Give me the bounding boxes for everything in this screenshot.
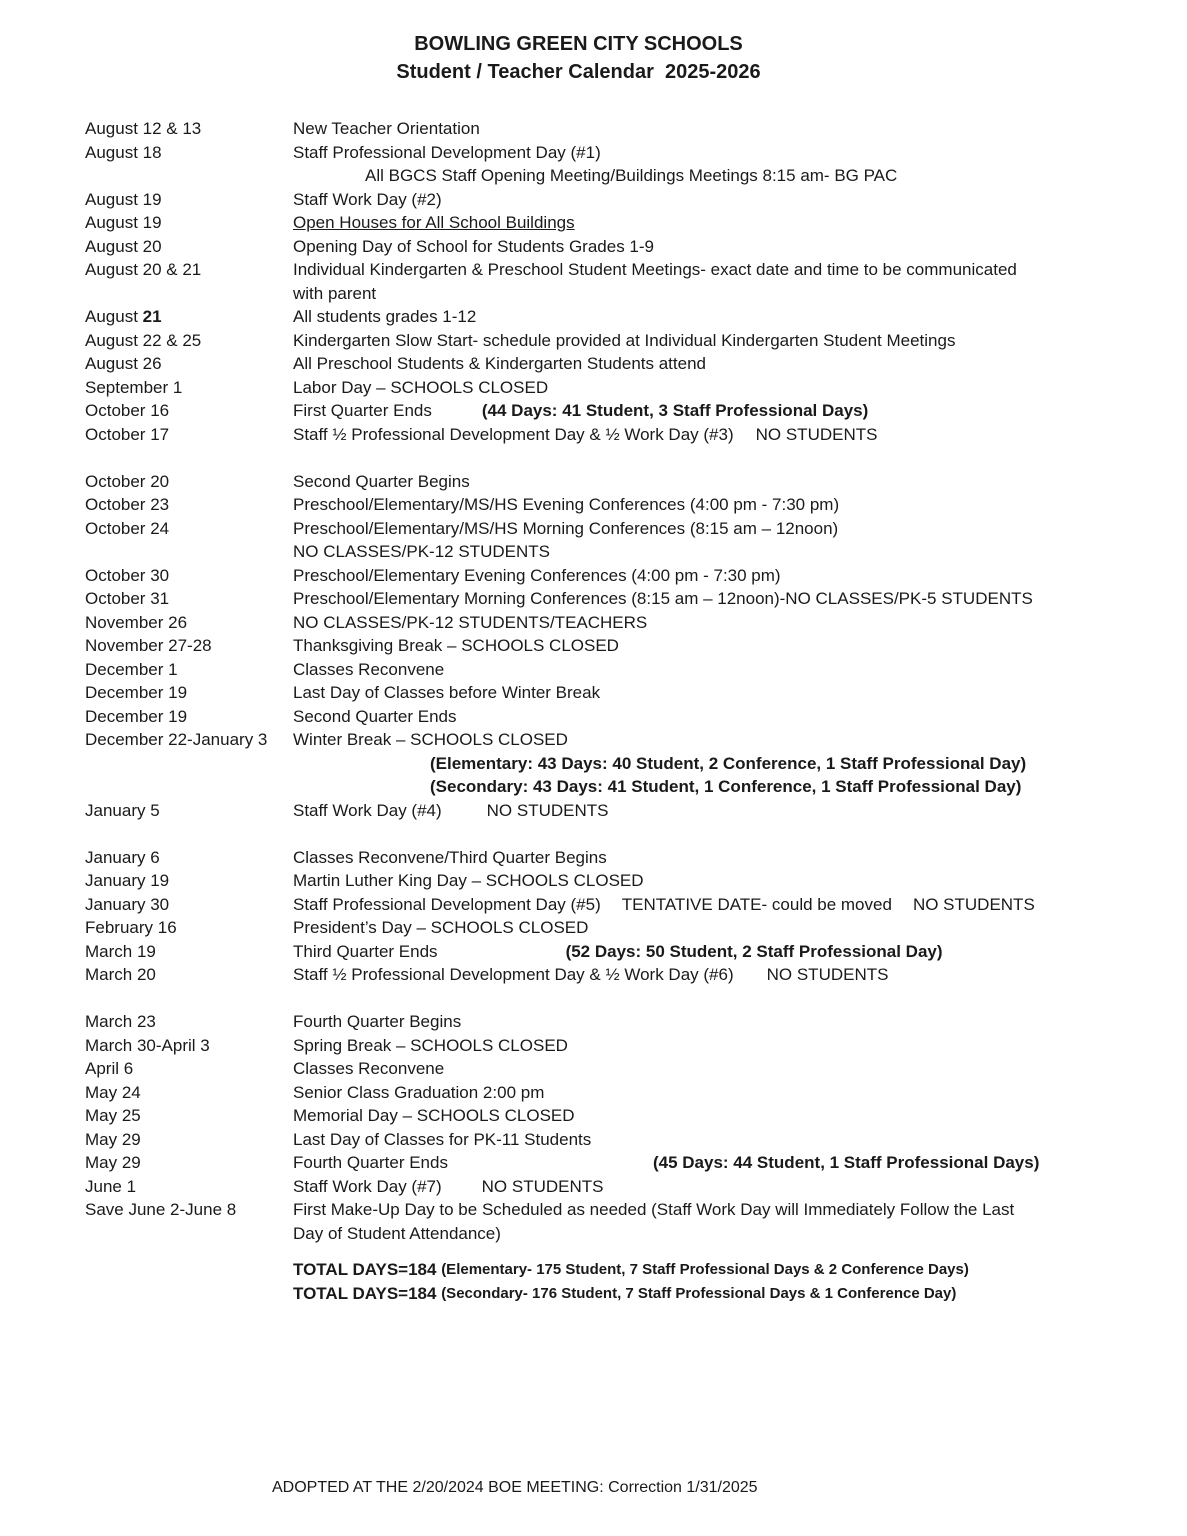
- calendar-row: [85, 658, 1072, 682]
- event-date: [85, 963, 293, 987]
- event-date-part: May 29: [85, 1129, 141, 1149]
- event-date: [85, 705, 293, 729]
- calendar-row: [85, 423, 1072, 447]
- event-description: [293, 1128, 1072, 1152]
- event-date-part: May 29: [85, 1153, 141, 1172]
- event-description: [293, 775, 1072, 799]
- event-date-part: August 19: [85, 189, 162, 209]
- event-description-segment: Day of Student Attendance): [293, 1223, 501, 1243]
- event-description: [293, 470, 1072, 494]
- calendar-row: [85, 775, 1072, 799]
- event-date: [85, 728, 293, 752]
- event-date-part: December 19: [85, 683, 188, 702]
- event-description: [293, 634, 1072, 658]
- event-date: [85, 376, 293, 400]
- event-date: [85, 1175, 293, 1199]
- event-date-part: March 23: [85, 1012, 156, 1031]
- calendar-row: [85, 1128, 1072, 1152]
- event-date: [85, 235, 293, 259]
- event-description: [293, 846, 1072, 870]
- event-description-segment: Staff Professional Development Day (#1): [293, 142, 601, 162]
- event-description: [293, 329, 1072, 353]
- event-date: [85, 188, 293, 212]
- calendar-row: [85, 329, 1072, 353]
- event-date: [85, 141, 293, 165]
- event-date: [85, 1258, 293, 1282]
- event-date-part: January 5: [85, 800, 160, 820]
- calendar-row: [85, 1057, 1072, 1081]
- calendar-row: [85, 634, 1072, 658]
- calendar-row: [85, 1010, 1072, 1034]
- event-date-part: January 19: [85, 871, 170, 890]
- event-description: [293, 1057, 1072, 1081]
- event-description-segment: Classes Reconvene/Third Quarter Begins: [293, 847, 607, 867]
- event-description: [293, 305, 1072, 329]
- event-description: [293, 1282, 1072, 1306]
- event-description: [293, 258, 1072, 282]
- calendar-row: [85, 846, 1072, 870]
- event-date-part: August 22 & 25: [85, 330, 202, 350]
- calendar-row: [85, 1198, 1072, 1222]
- event-description: [293, 376, 1072, 400]
- event-date-part: October 30: [85, 565, 170, 585]
- event-description-segment: Classes Reconvene: [293, 659, 445, 679]
- event-date: [85, 752, 293, 776]
- calendar-row: [85, 399, 1072, 423]
- event-description: [293, 1258, 1072, 1282]
- event-description: [293, 893, 1072, 917]
- event-date-part: Save June 2-June 8: [85, 1200, 237, 1219]
- calendar-row: [85, 470, 1072, 494]
- event-date: [85, 540, 293, 564]
- event-description: [293, 493, 1072, 517]
- row-spacer: [85, 446, 1072, 470]
- event-description: [293, 940, 1072, 964]
- event-description-segment: NO CLASSES/PK-12 STUDENTS: [293, 542, 550, 561]
- event-description-segment: Classes Reconvene: [293, 1059, 445, 1078]
- event-description-segment: Spring Break – SCHOOLS CLOSED: [293, 1035, 568, 1055]
- event-date: [85, 517, 293, 541]
- event-date: [85, 611, 293, 635]
- event-date: [85, 1198, 293, 1222]
- event-description-segment: Second Quarter Begins: [293, 471, 470, 491]
- event-date-part: October 16: [85, 401, 170, 420]
- event-date: [85, 258, 293, 282]
- event-date-part: December 22-January 3: [85, 730, 268, 749]
- event-date: [85, 1057, 293, 1081]
- event-description-segment: Martin Luther King Day – SCHOOLS CLOSED: [293, 871, 644, 890]
- event-description: [293, 799, 1072, 823]
- event-date: [85, 940, 293, 964]
- event-description: [293, 211, 1072, 235]
- event-description-segment: TENTATIVE DATE- could be moved: [621, 894, 892, 914]
- event-date: [85, 164, 293, 188]
- event-date: [85, 1034, 293, 1058]
- event-description-segment: Labor Day – SCHOOLS CLOSED: [293, 377, 549, 397]
- calendar-row: [85, 1175, 1072, 1199]
- event-description-segment: Staff Work Day (#4): [293, 800, 442, 820]
- event-date: [85, 1222, 293, 1246]
- event-description: [293, 352, 1072, 376]
- calendar-row: [85, 493, 1072, 517]
- event-date-part: October 20: [85, 471, 170, 491]
- event-description-segment: TOTAL DAYS=184: [293, 1283, 442, 1303]
- event-date: [85, 1081, 293, 1105]
- event-description-segment: Third Quarter Ends: [293, 941, 438, 961]
- event-description-segment: Fourth Quarter Begins: [293, 1012, 462, 1031]
- calendar-row: [85, 1258, 1072, 1282]
- event-description-segment: NO STUDENTS: [481, 1176, 604, 1196]
- event-description-segment: Last Day of Classes for PK-11 Students: [293, 1129, 592, 1149]
- event-date: [85, 893, 293, 917]
- event-description-segment: Staff Professional Development Day (#5): [293, 894, 601, 914]
- calendar-row: [85, 1034, 1072, 1058]
- event-description: [293, 658, 1072, 682]
- event-description: [293, 1010, 1072, 1034]
- event-description-segment: Preschool/Elementary Evening Conferences (4:00 pm - 7:30 pm): [293, 565, 781, 585]
- event-date-part: 21: [142, 307, 162, 326]
- calendar-row: [85, 1282, 1072, 1306]
- calendar-row: [85, 752, 1072, 776]
- event-description: [293, 540, 1072, 564]
- event-date-part: November 26: [85, 612, 188, 632]
- event-description: [293, 1222, 1072, 1246]
- footer-note: ADOPTED AT THE 2/20/2024 BOE MEETING: Correction 1/31/2025: [272, 1479, 758, 1496]
- calendar-row: [85, 352, 1072, 376]
- calendar-row: [85, 611, 1072, 635]
- event-date-part: March 30-April 3: [85, 1035, 210, 1055]
- event-description-segment: President’s Day – SCHOOLS CLOSED: [293, 918, 589, 937]
- event-date-part: October 17: [85, 424, 170, 444]
- calendar-row: [85, 211, 1072, 235]
- event-description-segment: Fourth Quarter Ends: [293, 1153, 448, 1172]
- event-date: [85, 658, 293, 682]
- event-date: [85, 587, 293, 611]
- calendar-row: [85, 799, 1072, 823]
- event-date-part: January 6: [85, 847, 160, 867]
- calendar-row: [85, 728, 1072, 752]
- event-description: [293, 1198, 1072, 1222]
- event-description: [293, 728, 1072, 752]
- event-description: [293, 705, 1072, 729]
- event-description-segment: Last Day of Classes before Winter Break: [293, 683, 601, 702]
- event-date: [85, 282, 293, 306]
- event-description-segment: Preschool/Elementary Morning Conferences (8:15 am – 12noon)-NO CLASSES/PK-5 STUDENTS: [293, 589, 1033, 608]
- event-date-part: June 1: [85, 1176, 137, 1196]
- calendar-row: [85, 681, 1072, 705]
- event-description-segment: Thanksgiving Break – SCHOOLS CLOSED: [293, 636, 619, 655]
- event-date-part: August 20: [85, 236, 162, 256]
- calendar-row: [85, 517, 1072, 541]
- event-date-part: November 27-28: [85, 636, 212, 655]
- calendar-row: [85, 564, 1072, 588]
- event-date-part: February 16: [85, 918, 177, 937]
- event-description-segment: (Elementary- 175 Student, 7 Staff Professional Days & 2 Conference Days): [441, 1261, 969, 1278]
- event-date-part: March 19: [85, 941, 156, 961]
- event-date: [85, 1151, 293, 1175]
- calendar-row: [85, 963, 1072, 987]
- calendar-row: [85, 1222, 1072, 1246]
- event-description-segment: (52 Days: 50 Student, 2 Staff Professional Day): [565, 941, 943, 961]
- event-date: [85, 775, 293, 799]
- event-description: [293, 399, 1072, 423]
- event-description-segment: (44 Days: 41 Student, 3 Staff Professional Days): [481, 401, 869, 420]
- document-subtitle: Student / Teacher Calendar 2025-2026: [396, 61, 761, 83]
- event-description-segment: Kindergarten Slow Start- schedule provided at Individual Kindergarten Student Meetings: [293, 330, 956, 350]
- event-description: [293, 587, 1072, 611]
- event-date-part: August 26: [85, 354, 162, 373]
- event-description-segment: (Secondary- 176 Student, 7 Staff Professional Days & 1 Conference Day): [441, 1284, 957, 1302]
- event-date: [85, 1282, 293, 1306]
- event-date-part: December 1: [85, 659, 178, 679]
- event-description-segment: NO CLASSES/PK-12 STUDENTS/TEACHERS: [293, 612, 648, 632]
- calendar-row: [85, 376, 1072, 400]
- event-description: [293, 164, 1072, 188]
- event-description-segment: Second Quarter Ends: [293, 706, 457, 726]
- event-description: [293, 1081, 1072, 1105]
- event-date: [85, 470, 293, 494]
- event-date-part: August 20 & 21: [85, 260, 202, 279]
- calendar-list: [85, 117, 1072, 1305]
- document-title: BOWLING GREEN CITY SCHOOLS: [414, 33, 743, 55]
- event-date-part: August: [85, 307, 143, 326]
- event-date-part: October 31: [85, 589, 170, 608]
- event-description-segment: Staff ½ Professional Development Day & ½ Work Day (#6): [293, 965, 734, 984]
- event-date-part: August 18: [85, 142, 162, 162]
- calendar-row: [85, 940, 1072, 964]
- event-date: [85, 681, 293, 705]
- event-description-segment: with parent: [293, 283, 377, 303]
- row-spacer: [85, 822, 1072, 846]
- calendar-row: [85, 1151, 1072, 1175]
- event-description-segment: Preschool/Elementary/MS/HS Morning Conferences (8:15 am – 12noon): [293, 518, 839, 538]
- event-description-segment: Staff ½ Professional Development Day & ½ Work Day (#3): [293, 424, 734, 444]
- event-description-segment: Staff Work Day (#2): [293, 189, 442, 209]
- calendar-row: [85, 1104, 1072, 1128]
- event-description: [293, 963, 1072, 987]
- calendar-row: [85, 235, 1072, 259]
- event-description: [293, 611, 1072, 635]
- event-date: [85, 799, 293, 823]
- event-description-segment: All BGCS Staff Opening Meeting/Buildings Meetings 8:15 am- BG PAC: [365, 166, 898, 185]
- event-date: [85, 564, 293, 588]
- event-description-segment: First Make-Up Day to be Scheduled as needed (Staff Work Day will Immediately Follow the Last: [293, 1200, 1015, 1219]
- event-description-segment: Opening Day of School for Students Grades 1-9: [293, 236, 654, 256]
- event-description-segment: Open Houses for All School Buildings: [293, 213, 575, 232]
- event-description: [293, 752, 1072, 776]
- calendar-row: [85, 188, 1072, 212]
- event-description-segment: Preschool/Elementary/MS/HS Evening Conferences (4:00 pm - 7:30 pm): [293, 495, 840, 514]
- event-description: [293, 1034, 1072, 1058]
- event-date: [85, 869, 293, 893]
- event-description: [293, 869, 1072, 893]
- event-date: [85, 117, 293, 141]
- event-description-segment: TOTAL DAYS=184: [293, 1260, 442, 1279]
- row-spacer: [85, 1245, 1072, 1258]
- event-description: [293, 517, 1072, 541]
- event-date: [85, 1128, 293, 1152]
- calendar-row: [85, 164, 1072, 188]
- event-description-segment: All students grades 1-12: [293, 307, 477, 326]
- calendar-row: [85, 869, 1072, 893]
- event-description-segment: NO STUDENTS: [486, 800, 609, 820]
- calendar-row: [85, 916, 1072, 940]
- calendar-row: [85, 587, 1072, 611]
- event-description-segment: (Elementary: 43 Days: 40 Student, 2 Conference, 1 Staff Professional Day): [430, 753, 1027, 773]
- event-date: [85, 352, 293, 376]
- calendar-row: [85, 282, 1072, 306]
- event-description-segment: Senior Class Graduation 2:00 pm: [293, 1082, 545, 1102]
- calendar-row: [85, 141, 1072, 165]
- event-description-segment: NO STUDENTS: [766, 965, 889, 984]
- event-description-segment: NO STUDENTS: [755, 424, 878, 444]
- event-description-segment: Individual Kindergarten & Preschool Student Meetings- exact date and time to be communicated: [293, 260, 1017, 279]
- event-description: [293, 1104, 1072, 1128]
- event-date: [85, 423, 293, 447]
- event-date-part: May 24: [85, 1082, 141, 1102]
- event-date-part: May 25: [85, 1106, 141, 1125]
- event-date-part: December 19: [85, 706, 188, 726]
- event-description-segment: (45 Days: 44 Student, 1 Staff Professional Days): [652, 1153, 1040, 1172]
- event-description: [293, 117, 1072, 141]
- event-description: [293, 1151, 1072, 1175]
- event-description-segment: New Teacher Orientation: [293, 119, 480, 138]
- event-date-part: March 20: [85, 965, 156, 984]
- event-date: [85, 305, 293, 329]
- event-date-part: August 12 & 13: [85, 119, 202, 138]
- event-date: [85, 634, 293, 658]
- event-date: [85, 1010, 293, 1034]
- event-description: [293, 1175, 1072, 1199]
- event-description-segment: NO STUDENTS: [912, 894, 1035, 914]
- calendar-row: [85, 1081, 1072, 1105]
- event-date: [85, 211, 293, 235]
- calendar-row: [85, 893, 1072, 917]
- event-date-part: October 23: [85, 495, 170, 514]
- calendar-row: [85, 540, 1072, 564]
- event-description: [293, 141, 1072, 165]
- row-spacer: [85, 987, 1072, 1011]
- event-date: [85, 916, 293, 940]
- event-description: [293, 564, 1072, 588]
- event-date: [85, 399, 293, 423]
- title-block: [85, 30, 1072, 86]
- event-description: [293, 188, 1072, 212]
- event-description: [293, 282, 1072, 306]
- event-description: [293, 681, 1072, 705]
- event-description: [293, 235, 1072, 259]
- event-description-segment: All Preschool Students & Kindergarten Students attend: [293, 354, 706, 373]
- calendar-row: [85, 305, 1072, 329]
- event-description: [293, 916, 1072, 940]
- event-description-segment: Staff Work Day (#7): [293, 1176, 442, 1196]
- event-date: [85, 1104, 293, 1128]
- event-date: [85, 493, 293, 517]
- event-date-part: October 24: [85, 518, 170, 538]
- event-description-segment: (Secondary: 43 Days: 41 Student, 1 Conference, 1 Staff Professional Day): [430, 777, 1022, 796]
- event-date: [85, 329, 293, 353]
- event-date-part: January 30: [85, 894, 170, 914]
- event-date-part: September 1: [85, 377, 183, 397]
- event-date: [85, 846, 293, 870]
- event-description-segment: Memorial Day – SCHOOLS CLOSED: [293, 1106, 575, 1125]
- event-description-segment: Winter Break – SCHOOLS CLOSED: [293, 730, 568, 749]
- calendar-row: [85, 258, 1072, 282]
- event-description: [293, 423, 1072, 447]
- event-date-part: April 6: [85, 1059, 134, 1078]
- event-description-segment: First Quarter Ends: [293, 401, 432, 420]
- calendar-row: [85, 705, 1072, 729]
- event-date-part: August 19: [85, 213, 162, 232]
- calendar-row: [85, 117, 1072, 141]
